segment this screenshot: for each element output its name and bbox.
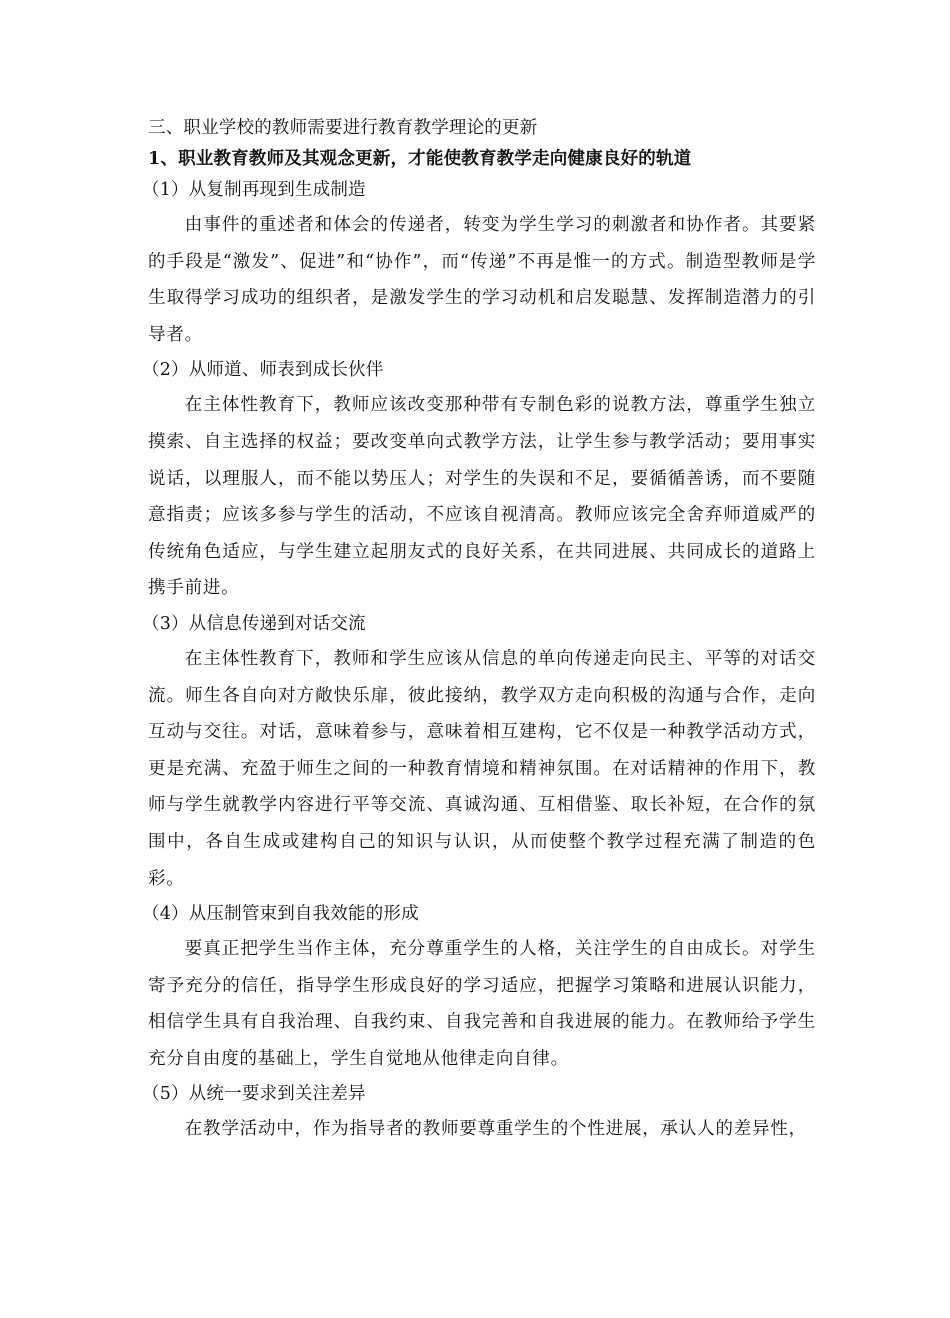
item-paragraph-4: 要真正把学生当作主体，充分尊重学生的人格，关注学生的自由成长。对学生寄予充分的信任，指导学生形成良好的学习适应，把握学习策略和进展认识能力，相信学生具有自我治理、自我约束、自我完善和自我进展的能力。在教师给予学生充分自由度的基础上，学生自觉地从他律走向自律。	[148, 939, 816, 1069]
item-heading-4: （4）从压制管束到自我效能的形成	[142, 904, 419, 925]
item-heading-5: （5）从统一要求到关注差异	[142, 1084, 366, 1105]
section-title: 三、职业学校的教师需要进行教育教学理论的更新	[148, 118, 538, 138]
point-title: 1、职业教育教师及其观念更新，才能使教育教学走向健康良好的轨道	[148, 149, 692, 169]
item-heading-3: （3）从信息传递到对话交流	[142, 613, 366, 634]
item-paragraph-1: 由事件的重述者和体会的传递者，转变为学生学习的刺激者和协作者。其要紧的手段是“激发”、促进”和“协作”，而“传递”不再是惟一的方式。制造型教师是学生取得学习成功的组织者，是激发学生的学习动机和启发聪慧、发挥制造潜力的引导者。	[148, 215, 816, 345]
item-paragraph-2: 在主体性教育下，教师应该改变那种带有专制色彩的说教方法，尊重学生独立摸索、自主选择的权益；要改变单向式教学方法，让学生参与教学活动；要用事实说话，以理服人，而不能以势压人；对学生的失误和不足，要循循善诱，而不要随意指责；应该多参与学生的活动，不应该自视清高。教师应该完全舍弃师道威严的传统角色适应，与学生建立起朋友式的良好关系，在共同进展、共同成长的道路上携手前进。	[148, 395, 816, 599]
document-body	[142, 113, 816, 1150]
item-paragraph-5: 在教学活动中，作为指导者的教师要尊重学生的个性进展，承认人的差异性，	[184, 1119, 807, 1140]
item-heading-2: （2）从师道、师表到成长伙伴	[142, 360, 384, 381]
item-paragraph-3: 在主体性教育下，教师和学生应该从信息的单向传递走向民主、平等的对话交流。师生各自向对方敞快乐扉，彼此接纳，教学双方走向积极的沟通与合作，走向互动与交往。对话，意味着参与，意味着相互建构，它不仅是一种教学活动方式，更是充满、充盈于师生之间的一种教育情境和精神氛围。在对话精神的作用下，教师与学生就教学内容进行平等交流、真诚沟通、互相借鉴、取长补短，在合作的氛围中，各自生成或建构自己的知识与认识，从而使整个教学过程充满了制造的色彩。	[148, 648, 816, 889]
item-heading-1: （1）从复制再现到生成制造	[142, 180, 366, 200]
